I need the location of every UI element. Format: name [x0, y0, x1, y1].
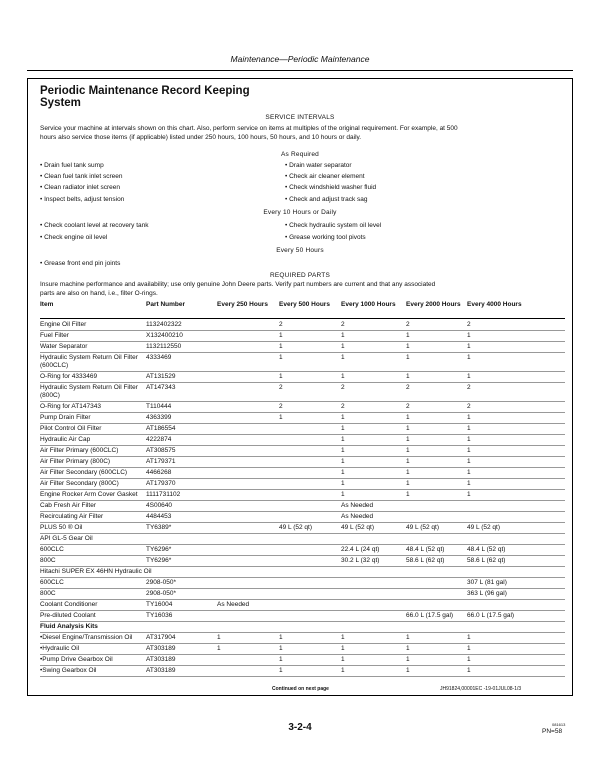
interval-cell: 2: [341, 384, 345, 391]
interval-cell: 1: [341, 667, 345, 674]
interval-cell: 1: [341, 656, 345, 663]
row-rule: [40, 621, 565, 622]
row-rule: [40, 588, 565, 589]
required-parts-heading: REQUIRED PARTS: [270, 272, 330, 279]
item-cell: Engine Rocker Arm Cover Gasket: [40, 491, 138, 498]
interval-cell: 2: [467, 384, 471, 391]
item-cell: Hydraulic System Return Oil Filter (600CLC): [40, 354, 138, 369]
row-rule: [40, 423, 565, 424]
as-required-item: • Check air cleaner element: [285, 173, 365, 180]
interval-cell: 1: [467, 425, 471, 432]
column-header: Every 1000 Hours: [341, 301, 396, 308]
row-rule: [40, 654, 565, 655]
intro-line-1: Service your machine at intervals shown on this chart. Also, perform service on items at multiples of the original requirement. For example, at 500: [40, 125, 458, 132]
part-number-cell: AT303189: [146, 667, 176, 674]
interval-cell: 1: [406, 343, 410, 350]
row-rule: [40, 533, 565, 534]
row-rule: [40, 412, 565, 413]
part-number-cell: 4466268: [146, 469, 172, 476]
row-rule: [40, 456, 565, 457]
table-header-rule: [40, 318, 565, 319]
interval-cell: 30.2 L (32 qt): [341, 557, 380, 564]
section-title-line-1: Periodic Maintenance Record Keeping: [40, 85, 250, 97]
interval-cell: 2: [467, 321, 471, 328]
item-cell: Air Filter Secondary (800C): [40, 480, 119, 487]
interval-cell: 1: [406, 469, 410, 476]
part-number-cell: X132400210: [146, 332, 183, 339]
small-code: 081613: [552, 722, 566, 727]
row-rule: [40, 522, 565, 523]
row-rule: [40, 434, 565, 435]
part-number-cell: AT303189: [146, 656, 176, 663]
part-number-cell: 4363399: [146, 414, 172, 421]
interval-cell: 1: [406, 354, 410, 361]
interval-cell: 1: [341, 343, 345, 350]
as-required-item: • Clean fuel tank inlet screen: [40, 173, 123, 180]
item-cell: Pre-diluted Coolant: [40, 612, 96, 619]
header-rule: [27, 70, 573, 71]
interval-cell: 1: [406, 645, 410, 652]
as-required-item: • Clean radiator inlet screen: [40, 184, 120, 191]
interval-cell: 49 L (52 qt): [279, 524, 313, 531]
interval-cell: 2: [406, 384, 410, 391]
interval-cell: 1: [467, 634, 471, 641]
interval-cell: As Needed: [217, 601, 250, 608]
interval-cell: 2: [279, 321, 283, 328]
column-header: Every 2000 Hours: [406, 301, 461, 308]
row-rule: [40, 577, 565, 578]
item-cell: •Hydraulic Oil: [40, 645, 80, 652]
row-rule: [40, 643, 565, 644]
interval-cell: 1: [279, 332, 283, 339]
interval-cell: 1: [341, 447, 345, 454]
column-header: Every 4000 Hours: [467, 301, 522, 308]
row-rule: [40, 401, 565, 402]
interval-cell: 1: [467, 469, 471, 476]
part-number-cell: AT147343: [146, 384, 176, 391]
interval-cell: 2: [341, 321, 345, 328]
interval-cell: 1: [341, 354, 345, 361]
part-number-cell: AT186554: [146, 425, 176, 432]
item-cell: Pump Drain Filter: [40, 414, 91, 421]
page-header-title: Maintenance—Periodic Maintenance: [230, 54, 370, 64]
interval-cell: 1: [406, 447, 410, 454]
interval-cell: 48.4 L (52 qt): [406, 546, 445, 553]
item-cell: Hydraulic System Return Oil Filter (800C): [40, 384, 138, 399]
interval-cell: 49 L (52 qt): [406, 524, 440, 531]
item-cell: Hitachi SUPER EX 46HN Hydraulic Oil: [40, 568, 152, 575]
row-rule: [40, 478, 565, 479]
part-number-cell: TY6389*: [146, 524, 172, 531]
interval-cell: 1: [467, 436, 471, 443]
parts-line-2: parts are also on hand, i.e., filter O-rings.: [40, 289, 158, 297]
part-number-cell: 4484453: [146, 513, 172, 520]
every-50-hours-heading: Every 50 Hours: [276, 247, 324, 254]
interval-cell: 1: [406, 480, 410, 487]
row-rule: [40, 665, 565, 666]
row-rule: [40, 610, 565, 611]
interval-cell: 1: [279, 667, 283, 674]
interval-cell: 1: [406, 458, 410, 465]
part-number-cell: 2908-050*: [146, 590, 176, 597]
interval-cell: 1: [467, 354, 471, 361]
every-10-hours-heading: Every 10 Hours or Daily: [263, 209, 337, 216]
interval-cell: 49 L (52 qt): [467, 524, 501, 531]
interval-cell: 1: [341, 469, 345, 476]
row-rule: [40, 566, 565, 567]
interval-cell: 58.6 L (62 qt): [467, 557, 506, 564]
interval-cell: 1: [467, 332, 471, 339]
interval-cell: 1: [467, 480, 471, 487]
interval-cell: 2: [279, 384, 283, 391]
part-number-cell: 4S00640: [146, 502, 173, 509]
section-title-line-2: System: [40, 97, 81, 109]
part-number-cell: 1111731102: [146, 491, 181, 498]
part-number-cell: AT303189: [146, 645, 176, 652]
part-number-cell: T110444: [146, 403, 172, 410]
every-10-hours-item: • Grease working tool pivots: [285, 234, 366, 241]
row-rule: [40, 511, 565, 512]
item-cell: 800C: [40, 590, 56, 597]
interval-cell: 1: [279, 354, 283, 361]
parts-line-1: Insure machine performance and availability; use only genuine John Deere parts. Verify part numbers are current and that any associated: [40, 281, 436, 288]
row-rule: [40, 341, 565, 342]
row-rule: [40, 445, 565, 446]
part-number-cell: 1132112550: [146, 343, 182, 350]
interval-cell: 1: [279, 373, 283, 380]
interval-cell: 2: [341, 403, 345, 410]
interval-cell: 1: [217, 634, 221, 641]
row-rule: [40, 330, 565, 331]
intro-line-2: hours also service those items (if applicable) listed under 250 hours, 100 hours, 50 hours, and 10 hours or daily.: [40, 133, 362, 141]
interval-cell: 1: [341, 645, 345, 652]
row-rule: [40, 382, 565, 383]
interval-cell: 1: [467, 447, 471, 454]
page-number: 3-2-4: [288, 722, 312, 733]
interval-cell: 1: [341, 373, 345, 380]
row-rule: [40, 599, 565, 600]
row-rule: [40, 676, 565, 677]
part-number-cell: AT317904: [146, 634, 176, 641]
item-cell: Pilot Control Oil Filter: [40, 425, 102, 432]
interval-cell: 1: [279, 634, 283, 641]
item-cell: 600CLC: [40, 579, 64, 586]
interval-cell: 1: [406, 414, 410, 421]
interval-cell: 1: [467, 458, 471, 465]
interval-cell: 2: [279, 403, 283, 410]
row-rule: [40, 632, 565, 633]
item-cell: O-Ring for AT147343: [40, 403, 101, 410]
item-cell: API GL-5 Gear Oil: [40, 535, 93, 542]
part-number-cell: 1132402322: [146, 321, 182, 328]
interval-cell: 1: [406, 634, 410, 641]
part-number-cell: TY6296*: [146, 557, 172, 564]
part-number-cell: 2908-050*: [146, 579, 176, 586]
row-rule: [40, 371, 565, 372]
item-cell: PLUS 50 ® Oil: [40, 524, 83, 531]
item-cell: Water Separator: [40, 343, 88, 350]
as-required-heading: As Required: [281, 151, 319, 158]
every-10-hours-item: • Check engine oil level: [40, 234, 108, 241]
part-number-cell: 4222874: [146, 436, 172, 443]
item-cell: •Diesel Engine/Transmission Oil: [40, 634, 133, 641]
item-cell: 800C: [40, 557, 56, 564]
interval-cell: 363 L (96 gal): [467, 590, 507, 597]
column-header: Item: [40, 301, 54, 308]
interval-cell: 1: [341, 480, 345, 487]
interval-cell: 66.0 L (17.5 gal): [406, 612, 454, 619]
part-number-cell: AT308575: [146, 447, 176, 454]
row-rule: [40, 544, 565, 545]
row-rule: [40, 467, 565, 468]
item-cell: Cab Fresh Air Filter: [40, 502, 96, 509]
interval-cell: 1: [467, 667, 471, 674]
every-10-hours-item: • Check coolant level at recovery tank: [40, 222, 149, 229]
row-rule: [40, 500, 565, 501]
interval-cell: 1: [467, 656, 471, 663]
interval-cell: 1: [279, 343, 283, 350]
interval-cell: 1: [279, 414, 283, 421]
service-intervals-heading: SERVICE INTERVALS: [265, 114, 335, 121]
interval-cell: 1: [341, 332, 345, 339]
row-rule: [40, 352, 565, 353]
interval-cell: 1: [467, 373, 471, 380]
part-number-cell: TY16036: [146, 612, 173, 619]
interval-cell: 1: [279, 645, 283, 652]
part-number-cell: AT179371: [146, 458, 176, 465]
continued-note: Continued on next page: [272, 686, 329, 692]
interval-cell: 2: [467, 403, 471, 410]
column-header: Every 250 Hours: [217, 301, 268, 308]
item-cell: Coolant Conditioner: [40, 601, 98, 608]
every-50-hours-item: • Grease front end pin joints: [40, 260, 121, 267]
interval-cell: 66.0 L (17.5 gal): [467, 612, 515, 619]
as-required-item: • Drain water separator: [285, 162, 352, 169]
interval-cell: 22.4 L (24 qt): [341, 546, 380, 553]
item-cell: Recirculating Air Filter: [40, 513, 104, 520]
interval-cell: As Needed: [341, 502, 374, 509]
column-header: Every 500 Hours: [279, 301, 330, 308]
item-cell: Fuel Filter: [40, 332, 69, 339]
pn-number: PN=58: [542, 728, 563, 735]
interval-cell: 1: [406, 425, 410, 432]
as-required-item: • Check windshield washer fluid: [285, 184, 377, 191]
interval-cell: 48.4 L (52 qt): [467, 546, 506, 553]
every-10-hours-item: • Check hydraulic system oil level: [285, 222, 382, 229]
interval-cell: 1: [341, 491, 345, 498]
item-cell: Air Filter Secondary (600CLC): [40, 469, 128, 476]
interval-cell: 1: [341, 634, 345, 641]
as-required-item: • Inspect belts, adjust tension: [40, 196, 125, 203]
interval-cell: 2: [406, 403, 410, 410]
interval-cell: 1: [406, 667, 410, 674]
row-rule: [40, 555, 565, 556]
column-header: Part Number: [146, 301, 186, 308]
item-cell: •Pump Drive Gearbox Oil: [40, 656, 113, 663]
document-code: JH91824,00001EC -19-01JUL08-1/3: [440, 686, 522, 692]
item-cell: Air Filter Primary (600CLC): [40, 447, 119, 454]
item-cell: Fluid Analysis Kits: [40, 623, 98, 630]
interval-cell: 1: [279, 656, 283, 663]
item-cell: Engine Oil Filter: [40, 321, 87, 328]
interval-cell: 2: [406, 321, 410, 328]
interval-cell: 1: [467, 414, 471, 421]
as-required-item: • Check and adjust track sag: [285, 196, 368, 203]
interval-cell: 1: [467, 645, 471, 652]
interval-cell: 1: [217, 645, 221, 652]
item-cell: 600CLC: [40, 546, 64, 553]
interval-cell: 1: [406, 491, 410, 498]
part-number-cell: TY16004: [146, 601, 173, 608]
interval-cell: 307 L (81 gal): [467, 579, 507, 586]
part-number-cell: TY6296*: [146, 546, 172, 553]
section-title: [40, 85, 300, 109]
interval-cell: 1: [341, 458, 345, 465]
interval-cell: 1: [406, 656, 410, 663]
part-number-cell: AT179370: [146, 480, 176, 487]
intro-paragraph: [40, 125, 565, 142]
interval-cell: As Needed: [341, 513, 374, 520]
interval-cell: 1: [341, 414, 345, 421]
interval-cell: 1: [341, 425, 345, 432]
as-required-item: • Drain fuel tank sump: [40, 162, 104, 169]
interval-cell: 1: [467, 343, 471, 350]
interval-cell: 1: [406, 373, 410, 380]
interval-cell: 1: [406, 436, 410, 443]
interval-cell: 49 L (52 qt): [341, 524, 375, 531]
row-rule: [40, 489, 565, 490]
interval-cell: 1: [341, 436, 345, 443]
required-parts-paragraph: [40, 281, 565, 298]
part-number-cell: AT131529: [146, 373, 176, 380]
interval-cell: 58.6 L (62 qt): [406, 557, 445, 564]
item-cell: Air Filter Primary (800C): [40, 458, 111, 465]
item-cell: •Swing Gearbox Oil: [40, 667, 97, 674]
item-cell: O-Ring for 4333469: [40, 373, 98, 380]
item-cell: Hydraulic Air Cap: [40, 436, 91, 443]
interval-cell: 1: [406, 332, 410, 339]
interval-cell: 1: [467, 491, 471, 498]
part-number-cell: 4333469: [146, 354, 172, 361]
